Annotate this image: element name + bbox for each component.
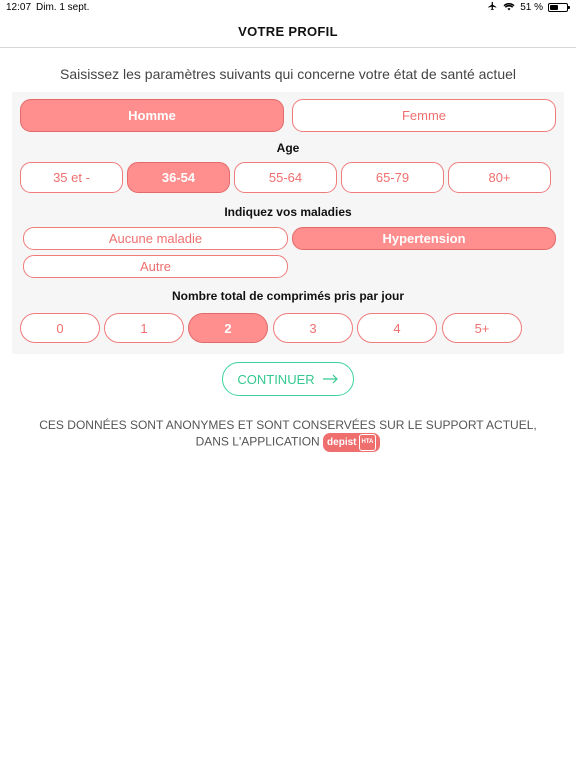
disease-option-autre[interactable] (23, 255, 288, 278)
logo-main-text: depist (327, 437, 357, 448)
age-label: Age (276, 141, 300, 155)
airplane-icon (487, 1, 498, 14)
pills-option-2[interactable] (188, 313, 268, 343)
age-option-label: 65-79 (375, 170, 410, 185)
disease-option-label: Hypertension (382, 231, 466, 246)
pills-option-label: 3 (309, 320, 317, 336)
age-option-label: 35 et - (53, 170, 90, 185)
diseases-label: Indiquez vos maladies (224, 205, 352, 219)
battery-fill (550, 5, 558, 10)
depist-hta-logo (323, 433, 380, 452)
age-option-35-et-moins[interactable] (20, 162, 123, 193)
status-right (487, 1, 568, 14)
battery-icon (548, 3, 568, 12)
wifi-icon (503, 2, 515, 14)
arrow-right-icon (323, 372, 339, 387)
age-option-label: 55-64 (268, 170, 303, 185)
pills-option-5-plus[interactable] (442, 313, 522, 343)
continue-button[interactable] (222, 362, 354, 396)
logo-sub-text: HTA (359, 434, 377, 451)
age-option-label: 80+ (488, 170, 511, 185)
gender-option-femme[interactable] (292, 99, 556, 132)
age-option-36-54[interactable] (127, 162, 230, 193)
instructions-text: Saisissez les paramètres suivants qui concerne votre état de santé actuel (59, 66, 517, 82)
status-time: 12:07 (6, 2, 32, 13)
status-bar (0, 0, 576, 16)
age-option-label: 36-54 (161, 170, 196, 185)
disease-option-label: Aucune maladie (108, 231, 203, 246)
age-option-55-64[interactable] (234, 162, 337, 193)
age-option-80-plus[interactable] (448, 162, 551, 193)
privacy-notice (30, 418, 546, 452)
gender-option-label: Homme (128, 108, 176, 123)
pills-option-4[interactable] (357, 313, 437, 343)
pills-label: Nombre total de comprimés pris par jour (171, 289, 405, 303)
disease-option-aucune[interactable] (23, 227, 288, 250)
continue-label: CONTINUER (237, 371, 315, 387)
pills-option-label: 2 (224, 320, 232, 336)
gender-option-homme[interactable] (20, 99, 284, 132)
pills-option-3[interactable] (273, 313, 353, 343)
pills-option-label: 0 (56, 320, 64, 336)
privacy-notice-text: CES DONNÉES SONT ANONYMES ET SONT CONSERVÉES SUR LE SUPPORT ACTUEL, DANS L'APPLICATION (39, 418, 537, 449)
pills-option-0[interactable] (20, 313, 100, 343)
pills-option-label: 1 (140, 320, 148, 336)
pills-option-label: 5+ (474, 320, 490, 336)
pills-option-1[interactable] (104, 313, 184, 343)
age-option-65-79[interactable] (341, 162, 444, 193)
nav-bar (0, 16, 576, 48)
page-title: VOTRE PROFIL (238, 24, 338, 39)
pills-option-label: 4 (393, 320, 401, 336)
battery-percent: 51 % (520, 2, 543, 13)
status-date: Dim. 1 sept. (36, 2, 90, 13)
disease-option-label: Autre (139, 259, 172, 274)
disease-option-hypertension[interactable] (292, 227, 556, 250)
profile-form-panel (12, 92, 564, 354)
gender-option-label: Femme (401, 108, 447, 123)
